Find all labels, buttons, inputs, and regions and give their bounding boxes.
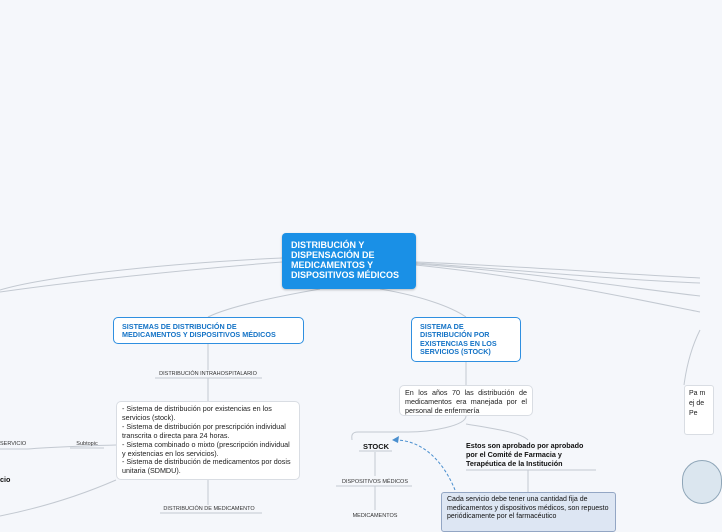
link-estos xyxy=(466,424,528,440)
far-right-circle-node[interactable] xyxy=(682,460,722,504)
stock-label[interactable]: STOCK xyxy=(362,442,390,451)
branch-line-left-1 xyxy=(0,258,282,290)
central-topic[interactable]: DISTRIBUCIÓN Y DISPENSACIÓN DE MEDICAMENTOS Y DISPOSITIVOS MÉDICOS xyxy=(282,233,416,289)
dashed-arrowhead xyxy=(392,436,399,443)
subtopic-dispositivos[interactable]: DISPOSITIVOS MÉDICOS xyxy=(341,479,408,485)
branch-line-sistemas xyxy=(208,289,320,317)
subtopic-placeholder[interactable]: Subtopic xyxy=(76,441,98,447)
anios-70-box[interactable]: En los años 70 las distribución de medicamentos era manejada por el personal de enfermería xyxy=(399,385,533,416)
link-stock-label xyxy=(352,416,466,440)
subtopic-servicio[interactable]: SERVICIO xyxy=(0,441,27,447)
systems-list-item: - Sistema de distribución de medicamentos por dosis unitaria (SDMDU). xyxy=(122,457,293,476)
link-left-bottom xyxy=(0,480,116,516)
cada-servicio-callout[interactable]: Cada servicio debe tener una cantidad fija de medicamentos y dispositivos médicos, son repuesto periódicamente por el farmacéutico xyxy=(441,492,616,532)
subtopic-intrahospitalario[interactable]: DISTRIBUCIÓN INTRAHOSPITALARIO xyxy=(159,371,257,377)
subtopic-distribucion-medicamento[interactable]: DISTRIBUCIÓN DE MEDICAMENTO xyxy=(163,506,255,512)
systems-list-item: - Sistema combinado o mixto (prescripción individual y existencias en los servicios). xyxy=(122,439,292,458)
branch-line-right-2 xyxy=(416,263,700,283)
main-topic-sistemas[interactable]: SISTEMAS DE DISTRIBUCIÓN DE MEDICAMENTOS Y DISPOSITIVOS MÉDICOS xyxy=(113,317,304,344)
link-far-right xyxy=(684,330,700,385)
systems-list-item: - Sistema de distribución por existencias en los servicios (stock). xyxy=(122,404,274,422)
estos-son-text[interactable]: Estos son aprobado por aprobado por el Comité de Farmacia y Terapéutica de la Institución xyxy=(466,441,584,468)
branch-line-right-3 xyxy=(416,264,700,296)
branch-line-stock xyxy=(380,289,466,317)
systems-list-item: - Sistema de distribución por prescripción individual transcrita o directa para 24 horas. xyxy=(122,421,288,440)
subtopic-medicamentos[interactable]: MEDICAMENTOS xyxy=(352,513,398,519)
branch-line-right-4 xyxy=(416,265,700,312)
far-right-partial-box[interactable]: Pa m ej de Pe xyxy=(684,385,714,435)
branch-line-left-2 xyxy=(0,262,282,292)
systems-list-box[interactable] xyxy=(116,401,300,480)
main-topic-stock[interactable]: SISTEMA DE DISTRIBUCIÓN POR EXISTENCIAS EN LOS SERVICIOS (STOCK) xyxy=(411,317,521,362)
left-cut-text[interactable]: cio xyxy=(0,475,11,484)
